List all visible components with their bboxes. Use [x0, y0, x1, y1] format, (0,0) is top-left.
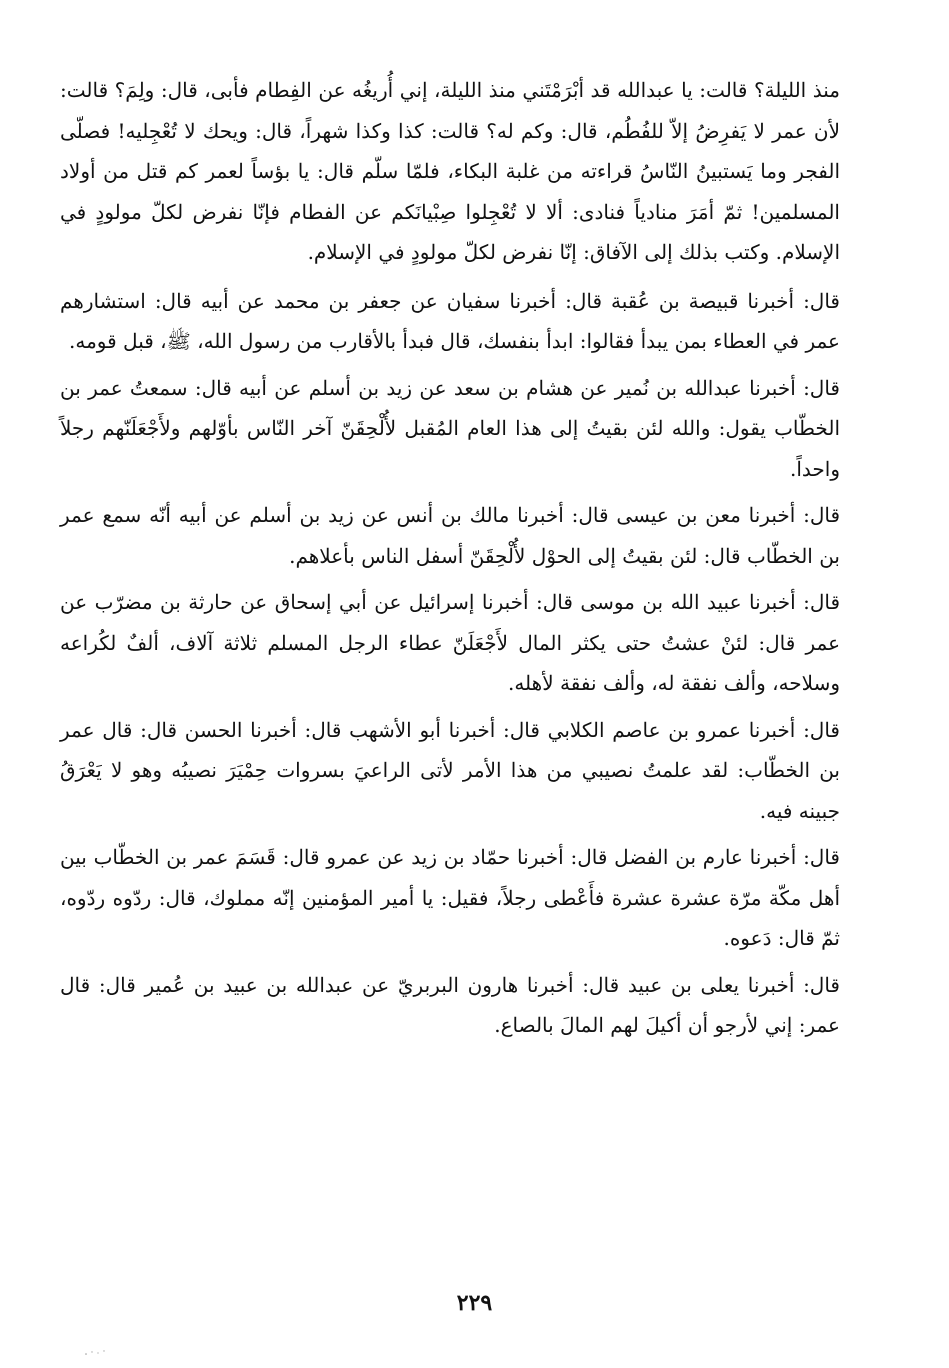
paragraph-8: قال: أخبرنا يعلى بن عبيد قال: أخبرنا هارون البربريّ عن عبدالله بن عبيد بن عُمير قال: قال عمر: إني لأرجو أن أكيلَ لهم المالَ بالصاع.: [60, 972, 840, 1037]
paragraph-5: قال: أخبرنا عبيد الله بن موسى قال: أخبرنا إسرائيل عن أبي إسحاق عن حارثة بن مضرّب عن عمر قال: لئنْ عشتُ حتى يكثر المال لأَجْعَلَنّ عطاء الرجل المسلم ثلاثة آلاف، ألفٌ لكُراعه وسلاحه، وألف نفقة له، وألف نفقة لأهله.: [60, 590, 840, 695]
paragraph-3: قال: أخبرنا عبدالله بن نُمير عن هشام بن سعد عن زيد بن أسلم عن أبيه قال: سمعتُ عمر بن الخطّاب يقول: والله لئن بقيتُ إلى هذا العام المُقبل لأُلْحِقَنّ آخر النّاس بأوّلهم ولأَجْعَلَنّهم رجلاً واحداً.: [60, 375, 840, 481]
paragraph-7: قال: أخبرنا عارم بن الفضل قال: أخبرنا حمّاد بن زيد عن عمرو قال: قَسَمَ عمر بن الخطّاب بين أهل مكّة مرّة عشرة عشرة فأَعْطى رجلاً، فقيل: يا أمير المؤمنين إنّه مملوك، قال: ردّوه ردّوه، ثمّ قال: دَعوه.: [60, 845, 840, 950]
paragraph-1: منذ الليلة؟ قالت: يا عبدالله قد أبْرَمْتَني منذ الليلة، إني أُريغُه عن الفِطام فأبى، قال: ولِمَ؟ قالت: لأن عمر لا يَفرِضُ إلاّ للفُطُم، قال: وكم له؟ قالت: كذا وكذا شهراً، قال: ويحك لا تُعْجِليه! فصلّى الفجر وما يَستبينُ النّاسُ قراءته من غلبة البكاء، فلمّا سلّم قال: يا بؤساً لعمر كم قتل من أولاد المسلمين! ثمّ أمَرَ منادياً فنادى: ألا لا تُعْجِلوا صِبْيانَكم عن الفطام فإنّا نفرض لكلّ مولودٍ في الإسلام. وكتب بذلك إلى الآفاق: إنّا نفرض لكلّ مولودٍ في الإسلام.: [60, 78, 840, 264]
page-body: [60, 70, 840, 1052]
paragraph-2: قال: أخبرنا قبيصة بن عُقبة قال: أخبرنا سفيان عن جعفر بن محمد عن أبيه قال: استشارهم عمر في العطاء بمن يبدأ فقالوا: ابدأ بنفسك، قال فبدأ بالأقارب من رسول الله، ﷺ، قبل قومه.: [60, 288, 840, 353]
page-number: ٢٢٩: [456, 1290, 493, 1316]
paragraph-4: قال: أخبرنا معن بن عيسى قال: أخبرنا مالك بن أنس عن زيد بن أسلم عن أبيه أنّه سمع عمر بن الخطّاب قال: لئن بقيتُ إلى الحوْل لأُلْحِقَنّ أسفل الناس بأعلاهم.: [60, 503, 840, 568]
paragraph-6: قال: أخبرنا عمرو بن عاصم الكلابي قال: أخبرنا أبو الأشهب قال: أخبرنا الحسن قال: قال عمر بن الخطّاب: لقد علمتُ نصيبي من هذا الأمر لأتى الراعيَ بسروات حِمْيَرَ نصيبُه وهو لا يَعْرَقُ جبينه فيه.: [60, 717, 840, 823]
scan-specks: [82, 1348, 122, 1358]
